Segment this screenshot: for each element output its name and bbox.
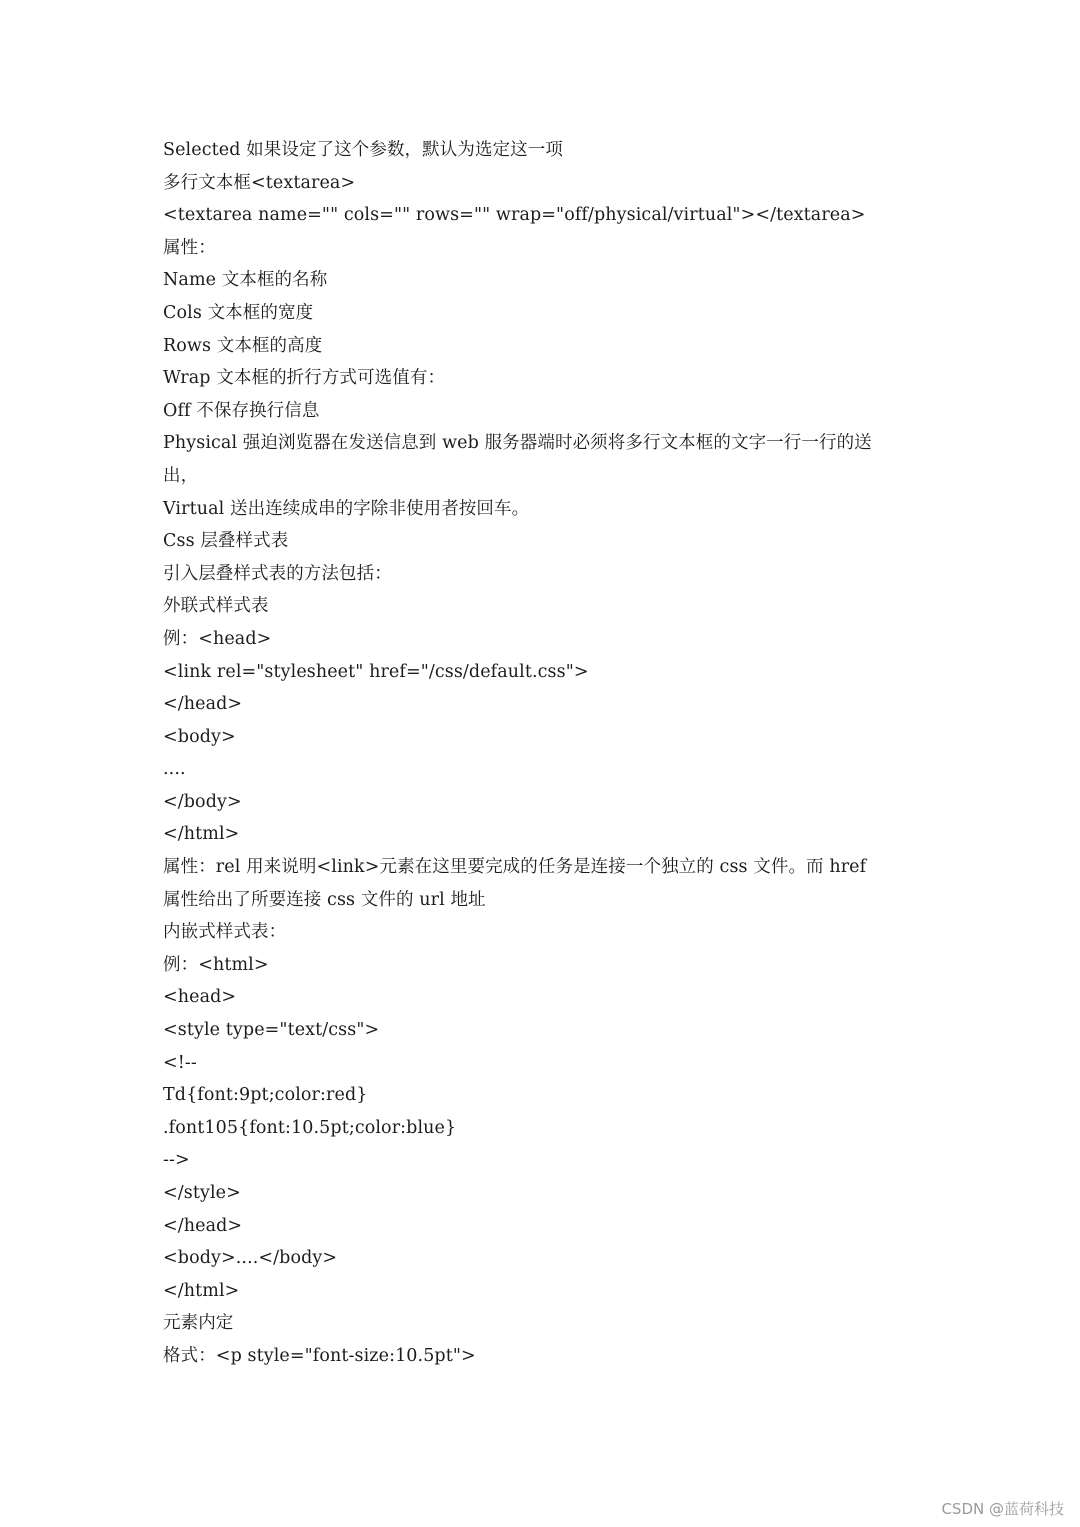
- text-line: 内嵌式样式表：: [163, 922, 287, 943]
- text-line: Virtual 送出连续成串的字除非使用者按回车。: [163, 498, 530, 519]
- code-line: </style>: [163, 1183, 241, 1203]
- text-line: Cols 文本框的宽度: [163, 302, 314, 323]
- code-line: </head>: [163, 694, 243, 715]
- code-line: </body>: [163, 791, 242, 812]
- code-line: .font105{font:10.5pt;color:blue}: [163, 1117, 457, 1138]
- code-line: <head>: [163, 987, 237, 1008]
- code-line: </html>: [163, 824, 240, 845]
- text-line: Name 文本框的名称: [163, 270, 328, 291]
- document-body: [163, 134, 933, 1373]
- text-line: 外联式样式表: [163, 596, 269, 617]
- text-line: 属性给出了所要连接 css 文件的 url 地址: [163, 889, 486, 910]
- code-line: <body>: [163, 726, 236, 747]
- code-line: 例：<html>: [163, 954, 269, 975]
- text-line: 多行文本框<textarea>: [163, 172, 356, 193]
- code-line: <body>....</body>: [163, 1248, 338, 1269]
- code-line: <link rel="stylesheet" href="/css/default.css">: [163, 661, 589, 682]
- code-line: 格式：<p style="font-size:10.5pt">: [163, 1345, 476, 1366]
- text-line: Off 不保存换行信息: [163, 400, 320, 421]
- code-line: Td{font:9pt;color:red}: [163, 1085, 368, 1106]
- code-line: <style type="text/css">: [163, 1020, 380, 1041]
- text-line: Physical 强迫浏览器在发送信息到 web 服务器端时必须将多行文本框的文字一行一行的送: [163, 433, 872, 454]
- text-line: 属性：: [163, 237, 216, 258]
- text-line: 出，: [163, 465, 199, 486]
- code-line: </html>: [163, 1280, 240, 1301]
- text-line: Selected 如果设定了这个参数，默认为选定这一项: [163, 140, 563, 160]
- code-line: </head>: [163, 1215, 243, 1236]
- text-line: 元素内定: [163, 1313, 234, 1334]
- text-line: Wrap 文本框的折行方式可选值有：: [163, 368, 446, 389]
- code-line: <textarea name="" cols="" rows="" wrap="off/physical/virtual"></textarea>: [163, 205, 866, 226]
- text-line: Css 层叠样式表: [163, 531, 289, 552]
- code-line: <!--: [163, 1052, 197, 1073]
- code-line: -->: [163, 1150, 190, 1171]
- code-line: ....: [163, 759, 186, 780]
- code-line: 例：<head>: [163, 628, 272, 649]
- text-line: 属性：rel 用来说明<link>元素在这里要完成的任务是连接一个独立的 css 文件。而 href: [163, 857, 867, 878]
- text-line: 引入层叠样式表的方法包括：: [163, 563, 392, 584]
- text-line: Rows 文本框的高度: [163, 335, 323, 356]
- csdn-watermark: CSDN @蓝荷科技: [941, 1500, 1064, 1518]
